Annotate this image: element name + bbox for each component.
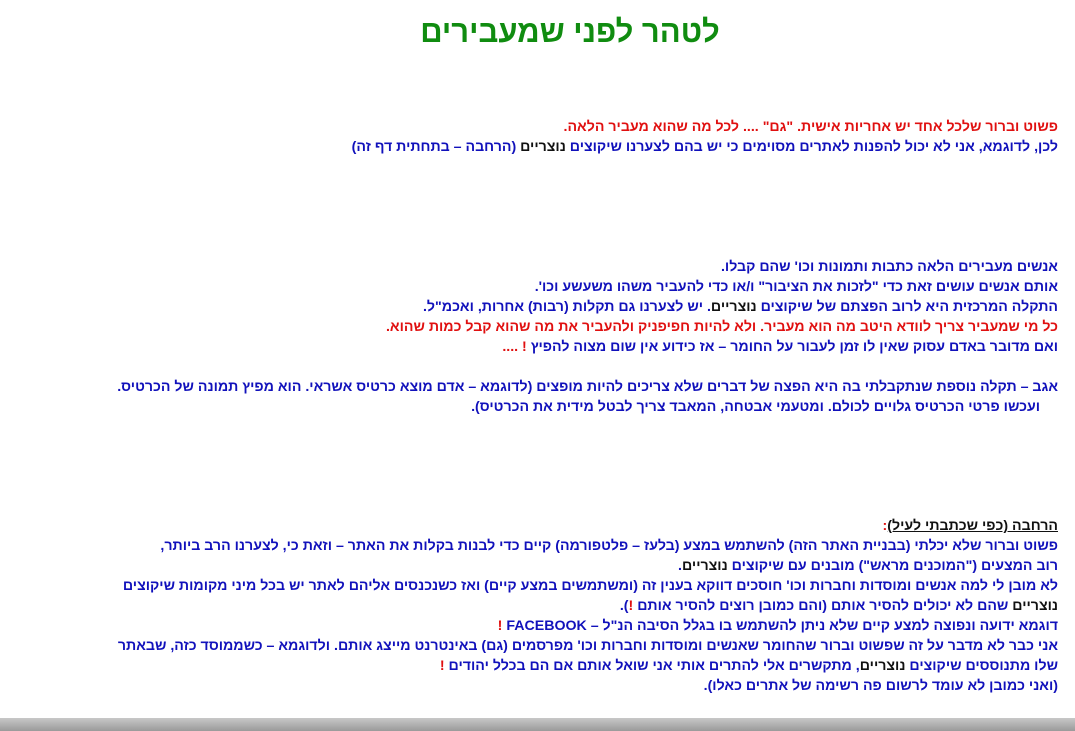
expansion-line-5-text: דוגמא ידועה ונפוצה למצע קיים שלא ניתן להשתמש בו בגלל הסיבה הנ"ל – FACEBOOK [502,618,1058,634]
forwarding-line-1: אנשים מעבירים הלאה כתבות ותמונות וכו' שהם קבלו. [720,259,1058,275]
forwarding-line-2: אותם אנשים עושים זאת כדי "לזכות את הציבור" ו/או כדי להעביר משהו משעשע וכו'. [534,279,1058,295]
window-bottom-edge [0,718,1075,731]
expansion-line-5 [8,616,1058,636]
forwarding-line-5-text: ואם מדובר באדם עסוק שאין לו זמן לעבור על החומר – אז כידוע אין שום מצוה להפיץ [526,339,1058,355]
incidental-paragraph [8,377,1058,417]
expansion-line-4-text: שהם לא יכולים להסיר אותם (והם כמובן רוצים להסיר אותם [633,598,1013,614]
page-title: לטהר לפני שמעבירים [420,14,720,49]
forwarding-line-5 [8,337,1058,357]
expansion-section [8,516,1058,696]
forwarding-line-3-highlight: נוצריים [710,299,757,315]
intro-paragraph [8,117,1058,157]
incidental-line-2: ועכשו פרטי הכרטיס גלויים לכולם. ומטעמי אבטחה, המאבד צריך לבטל מידית את הכרטיס). [471,399,1040,415]
incidental-line-1: אגב – תקלה נוספת שנתקבלתי בה היא הפצה של דברים שלא צריכים להיות מופצים (לדוגמא – אדם מוצא כרטיס אשראי. הוא מפיץ תמונה של הכרטיס. [117,379,1058,395]
expansion-line-4-highlight: נוצריים [1012,598,1058,614]
expansion-line-4 [8,596,1058,616]
expansion-line-4-end: ). [619,598,629,614]
intro-line-2-note: (הרחבה – בתחתית דף זה) [351,139,521,155]
intro-line-2-highlight: נוצריים [520,139,566,155]
forwarding-line-4: כל מי שמעביר צריך לוודא היטב מה הוא מעביר. ולא להיות חפיפניק ולהעביר את מה שהוא קבל כמות שהוא. [385,319,1058,335]
expansion-line-7-exclaim: ! [439,658,445,674]
expansion-line-7-highlight: נוצריים [859,658,906,674]
expansion-line-6: אני כבר לא מדבר על זה שפשוט וברור שהחומר שאנשים ומוסדות וחברות וכו' מפרסמים (גם) באינטרנט מייצג אותם. ולדוגמא – כשממוסד כזה, שבאתר [117,638,1058,654]
intro-line-2-text: לכן, לדוגמא, אני לא יכול להפנות לאתרים מסוימים כי יש בהם לצערנו שיקוצים [565,139,1058,155]
expansion-heading [8,516,1058,536]
expansion-line-2-end: . [678,558,682,574]
expansion-line-2-text: רוב המצעים ("המוכנים מראש") מובנים עם שיקוצים [727,558,1058,574]
expansion-line-5-exclaim: ! [497,618,503,634]
expansion-line-3: לא מובן לי למה אנשים ומוסדות וחברות וכו' חוסכים דווקא בענין זה (ומשתמשים במצע קיים) ואז כשנכנסים אליהם לאתר יש בכל מיני מקומות שיקוצים [122,578,1058,594]
expansion-line-7-text: שלו מתנוססים שיקוצים [905,658,1058,674]
expansion-line-4-exclaim: ! [628,598,634,614]
expansion-heading-text: הרחבה (כפי שכתבתי לעיל) [887,518,1058,534]
intro-line-2 [8,137,1058,157]
forwarding-paragraph [8,257,1058,357]
forwarding-line-3 [8,297,1058,317]
expansion-line-1: פשוט וברור שלא יכלתי (בבניית האתר הזה) להשתמש במצע (בלעז – פלטפורמה) קיים כדי לבנות בקלות את האתר – וזאת כי, לצערנו הרב ביותר, [160,538,1058,554]
forwarding-line-3-rest: . יש לצערנו גם תקלות (רבות) אחרות, ואכמ"ל. [422,299,711,315]
expansion-line-7-rest: , מתקשרים אלי להתרים אותי אני שואל אותם אם הם בכלל יהודים [444,658,860,674]
intro-line-1: פשוט וברור שלכל אחד יש אחריות אישית. "גם" .... לכל מה שהוא מעביר הלאה. [563,119,1058,135]
expansion-line-2-highlight: נוצריים [681,558,728,574]
expansion-line-7 [8,656,1058,676]
expansion-line-8: (ואני כמובן לא עומד לרשום פה רשימה של אתרים כאלו). [703,678,1058,694]
expansion-heading-colon: : [882,518,888,534]
expansion-line-2 [8,556,1058,576]
forwarding-line-3-text: התקלה המרכזית היא לרוב הפצתם של שיקוצים [756,299,1058,315]
forwarding-line-5-exclaim: ! .... [502,339,527,355]
